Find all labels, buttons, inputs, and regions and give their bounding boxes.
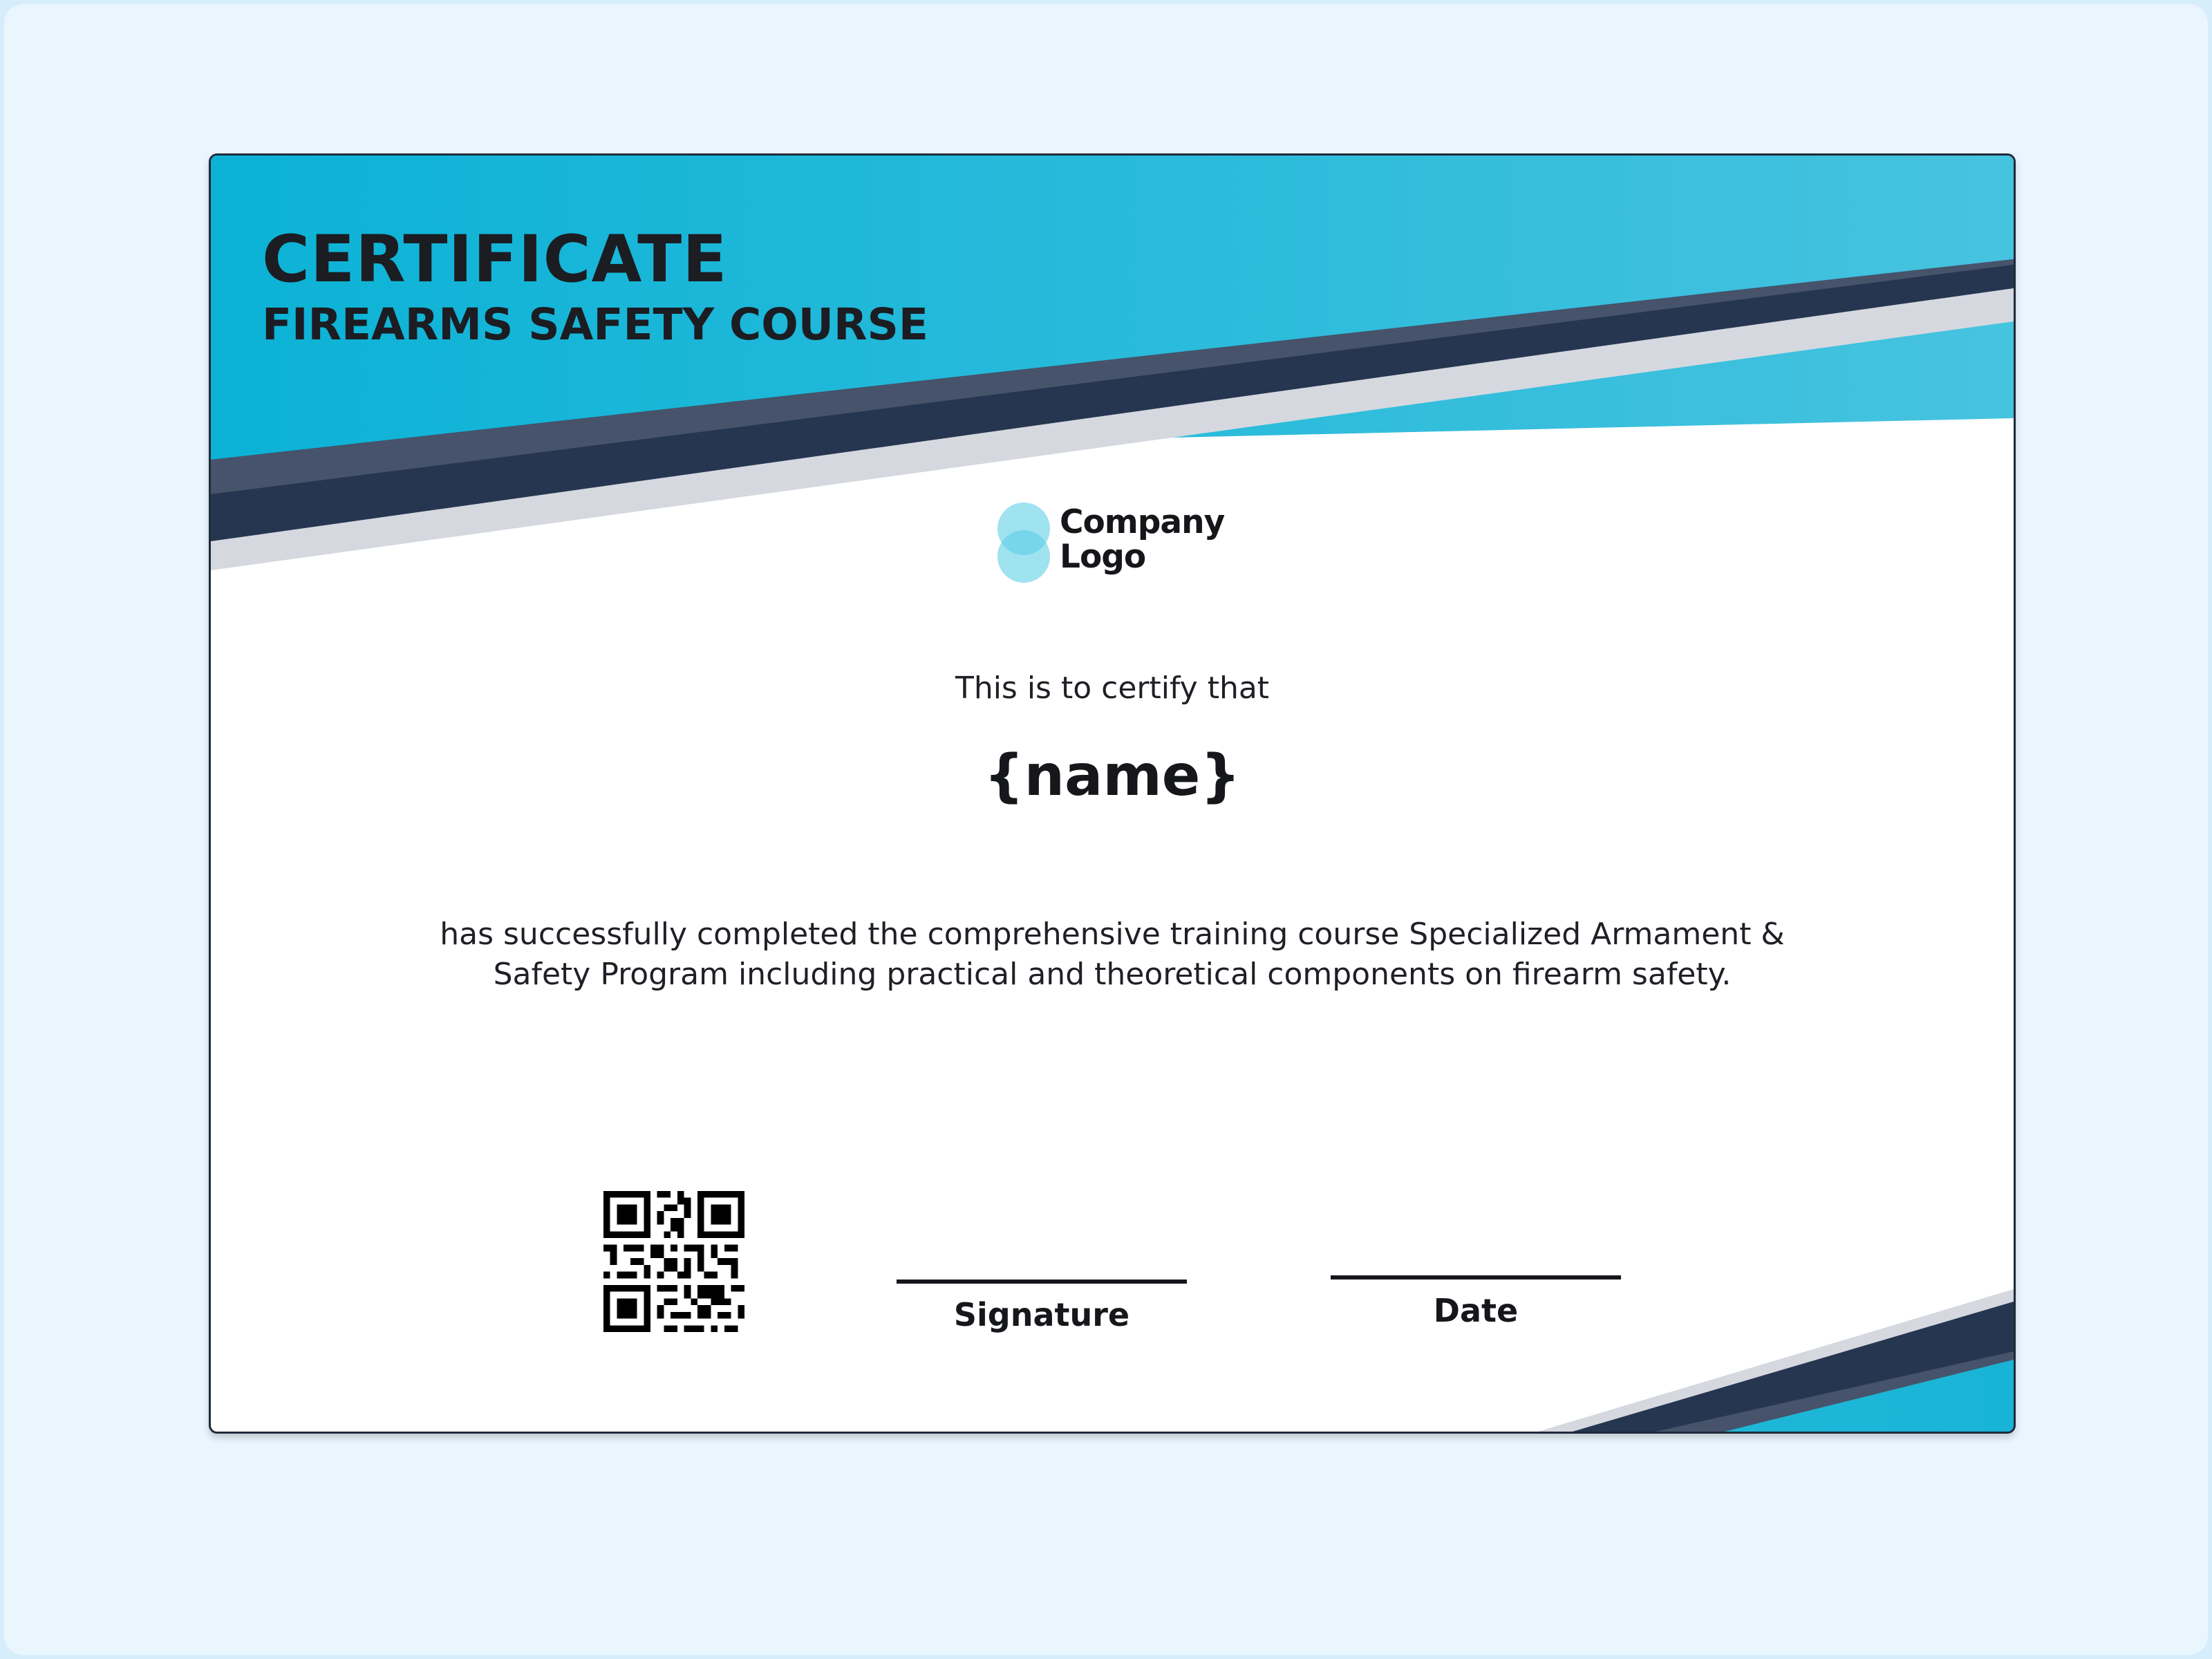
logo-wordmark <box>1060 505 1224 574</box>
signature-label: Signature <box>953 1296 1130 1333</box>
qr-code-icon <box>603 1191 744 1332</box>
two-overlapping-circles-icon <box>997 501 1053 584</box>
logo-line-2: Logo <box>1060 538 1146 576</box>
certificate-subtitle: FIREARMS SAFETY COURSE <box>262 299 928 350</box>
intro-text: This is to certify that <box>955 671 1270 706</box>
recipient-name: {name} <box>984 743 1241 809</box>
date-label: Date <box>1433 1292 1519 1329</box>
company-logo <box>997 501 1226 584</box>
page-background <box>4 4 2208 1655</box>
signature-line <box>897 1280 1187 1284</box>
certificate-title: CERTIFICATE <box>262 222 728 297</box>
certificate-card <box>209 153 2016 1434</box>
completion-description: has successfully completed the comprehensive training course Specialized Armament & Safety Program including practical and theoretical components on firearm safety. <box>440 917 1785 992</box>
date-line <box>1331 1275 1621 1280</box>
logo-line-1: Company <box>1060 503 1225 541</box>
